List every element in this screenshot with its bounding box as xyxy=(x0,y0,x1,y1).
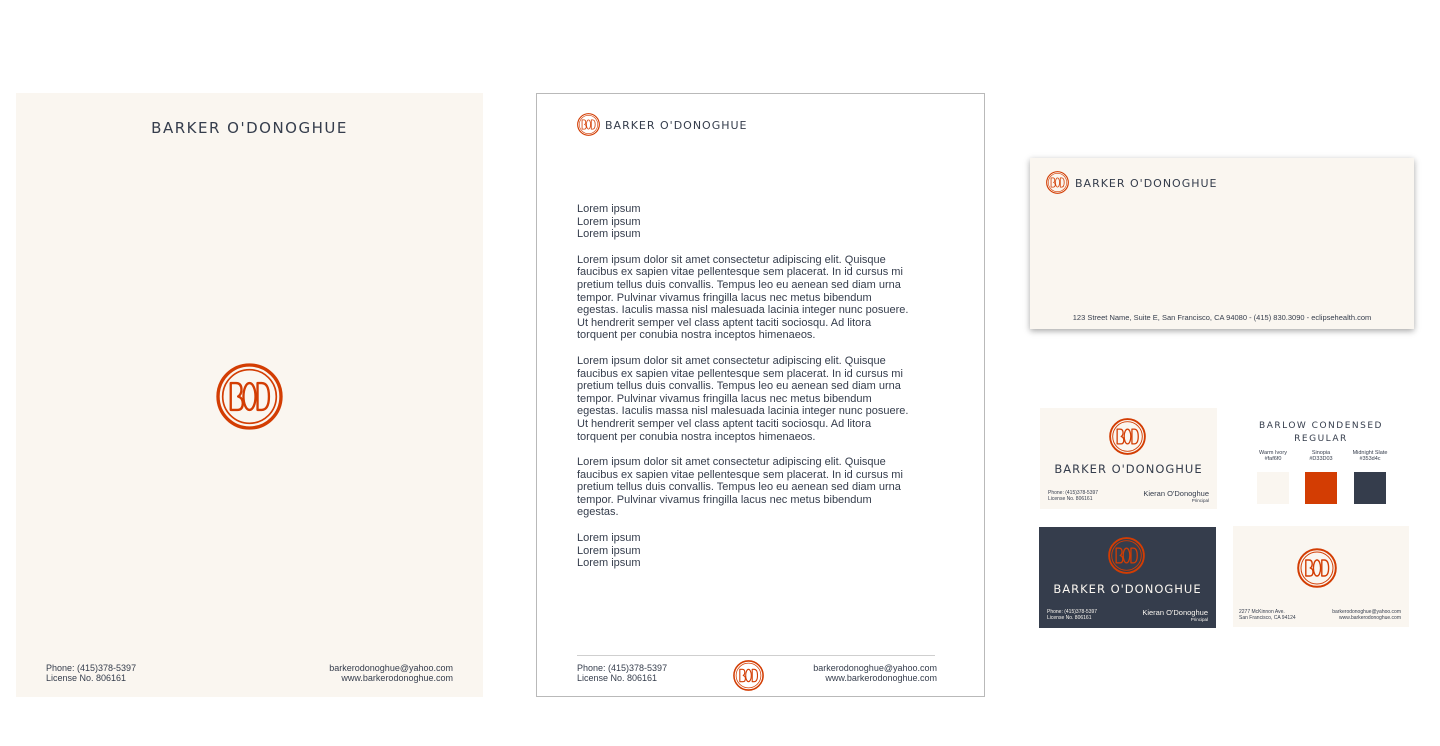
license-text: License No. 806161 xyxy=(1047,615,1092,621)
color-swatch xyxy=(1354,472,1386,504)
license-text: License No. 806161 xyxy=(46,673,127,683)
business-card-front-light xyxy=(1040,408,1217,509)
brand-wordmark: BARKER O'DONOGHUE xyxy=(1053,582,1202,596)
bod-monogram-logo xyxy=(1046,171,1069,194)
swatch-label: Midnight Slate xyxy=(1352,450,1388,456)
envelope xyxy=(1030,158,1414,329)
cover-contact-right xyxy=(329,663,453,683)
signoff: Lorem ipsum Lorem ipsum Lorem ipsum xyxy=(577,532,641,570)
brand-wordmark: BARKER O'DONOGHUE xyxy=(605,119,748,132)
letter-body xyxy=(577,203,913,583)
email-text: barkerodonoghue@yahoo.com xyxy=(329,663,453,673)
letter-contact-right xyxy=(813,663,937,683)
body-paragraph: Lorem ipsum dolor sit amet consectetur adipiscing elit. Quisque faucibus ex sapien vitae pellentesque sem placerat. In id cursus mi pretium tellus duis convallis. Tempus leo eu aenean sed diam urna tempor. Pulvinar vivamus fringilla lacus nec metus bibendum egestas. xyxy=(577,456,903,519)
swatch-hex: #D33D03 xyxy=(1309,456,1333,462)
bod-monogram-logo xyxy=(1109,418,1146,455)
website-text: www.barkerodonoghue.com xyxy=(825,673,937,683)
person-name: Kieran O'Donoghue xyxy=(1143,489,1209,498)
letter-contact-left xyxy=(577,663,667,683)
card-web xyxy=(1332,609,1401,621)
body-paragraph: Lorem ipsum dolor sit amet consectetur adipiscing elit. Quisque faucibus ex sapien vitae pellentesque sem placerat. In id cursus mi pretium tellus duis convallis. Tempus leo eu aenean sed diam urna tempor. Pulvinar vivamus fringilla lacus nec metus bibendum egestas. Iaculis massa nisl malesuada lacinia integer nunc posuere. Ut hendrerit semper vel class aptent taciti sociosqu. Ad litora torquent per conubia nostra inceptos himenaeos. xyxy=(577,253,909,342)
footer-divider xyxy=(577,655,935,656)
swatch-sinopia xyxy=(1298,450,1344,504)
phone-text: Phone: (415)378-5397 xyxy=(1048,490,1099,496)
bod-monogram-logo xyxy=(733,660,764,691)
swatch-hex: #353d4c xyxy=(1359,456,1381,462)
card-person xyxy=(1143,489,1209,503)
person-title: Principal xyxy=(1191,498,1209,503)
phone-text: Phone: (415)378-5397 xyxy=(1047,609,1098,615)
email-text: barkerodonoghue@yahoo.com xyxy=(1332,609,1401,615)
color-swatch xyxy=(1305,472,1337,504)
font-weight: REGULAR xyxy=(1294,434,1348,444)
letter-page xyxy=(536,93,985,697)
body-paragraph: Lorem ipsum dolor sit amet consectetur adipiscing elit. Quisque faucibus ex sapien vitae pellentesque sem placerat. In id cursus mi pretium tellus duis convallis. Tempus leo eu aenean sed diam urna tempor. Pulvinar vivamus fringilla lacus nec metus bibendum egestas. Iaculis massa nisl malesuada lacinia integer nunc posuere. Ut hendrerit semper vel class aptent taciti sociosqu. Ad litora torquent per conubia nostra inceptos himenaeos. xyxy=(577,354,909,443)
card-contact xyxy=(1047,609,1097,621)
card-contact xyxy=(1048,490,1098,502)
card-address xyxy=(1239,609,1296,621)
brand-wordmark: BARKER O'DONOGHUE xyxy=(1075,177,1218,190)
font-name: BARLOW CONDENSED xyxy=(1259,421,1383,431)
business-card-back xyxy=(1233,526,1409,627)
swatch-label: Sinopia xyxy=(1311,450,1331,456)
bod-monogram-logo xyxy=(1297,548,1337,588)
typography-spec xyxy=(1233,420,1409,446)
card-person xyxy=(1142,608,1208,622)
letterhead-cover xyxy=(16,93,483,697)
email-text: barkerodonoghue@yahoo.com xyxy=(813,663,937,673)
envelope-address: 123 Street Name, Suite E, San Francisco, CA 94080 - (415) 830.3090 - eclipsehealth.com xyxy=(1072,313,1372,322)
bod-monogram-logo xyxy=(1108,537,1145,574)
person-name: Kieran O'Donoghue xyxy=(1142,608,1208,617)
phone-text: Phone: (415)378-5397 xyxy=(577,663,668,673)
website-text: www.barkerodonoghue.com xyxy=(341,673,453,683)
license-text: License No. 806161 xyxy=(577,673,658,683)
recipient-address: Lorem ipsum Lorem ipsum Lorem ipsum xyxy=(577,203,641,241)
website-text: www.barkerodonoghue.com xyxy=(1339,615,1401,621)
license-text: License No. 806161 xyxy=(1048,496,1093,502)
brand-wordmark: BARKER O'DONOGHUE xyxy=(1054,462,1203,476)
color-swatch xyxy=(1257,472,1289,504)
business-card-front-dark xyxy=(1039,527,1216,628)
bod-monogram-logo xyxy=(577,113,600,136)
swatch-label: Warm Ivory xyxy=(1259,450,1287,456)
bod-monogram-logo xyxy=(216,363,283,430)
brand-wordmark: BARKER O'DONOGHUE xyxy=(151,119,348,137)
phone-text: Phone: (415)378-5397 xyxy=(46,663,137,673)
city-text: San Francisco, CA 94124 xyxy=(1239,615,1296,621)
cover-contact-left xyxy=(46,663,136,683)
person-title: Principal xyxy=(1190,617,1208,622)
swatch-midnight-slate xyxy=(1346,450,1394,504)
swatch-hex: #faf6f0 xyxy=(1264,456,1282,462)
street-text: 2277 McKinnon Ave. xyxy=(1239,609,1285,615)
swatch-warm-ivory xyxy=(1250,450,1296,504)
